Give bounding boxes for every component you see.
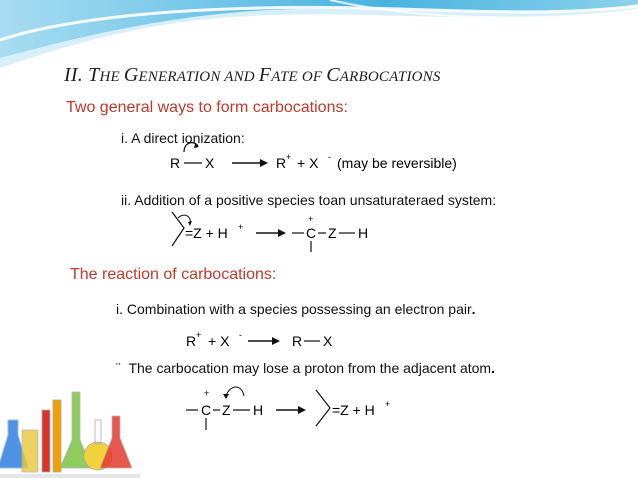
svg-text:+: + xyxy=(286,152,292,162)
svg-text:+ X: + X xyxy=(297,155,319,171)
svg-text:R: R xyxy=(186,333,197,349)
svg-text:H: H xyxy=(358,225,369,241)
heading-reactions: The reaction of carbocations: xyxy=(70,266,277,283)
svg-text:+: + xyxy=(196,330,202,340)
curved-arrow-icon xyxy=(226,387,244,396)
svg-text:C: C xyxy=(306,225,317,241)
equation-elimination xyxy=(186,380,416,436)
svg-text:R: R xyxy=(276,155,287,171)
svg-text:-: - xyxy=(328,152,331,162)
equation-ionization xyxy=(160,134,480,184)
slide-title: II. THE GENERATION AND FATE OF CARBOCATIONS xyxy=(64,64,441,86)
eq1-r: R xyxy=(170,155,181,171)
svg-text:Z: Z xyxy=(222,402,231,418)
svg-text:+ X: + X xyxy=(208,333,230,349)
svg-text:-: - xyxy=(239,330,242,340)
item-direct-ionization: i. A direct ionization: xyxy=(121,130,245,146)
svg-text:Z: Z xyxy=(328,225,337,241)
svg-text:C: C xyxy=(201,402,212,418)
svg-text:R: R xyxy=(292,333,303,349)
item-combination: i. Combination with a species possessing an electron pair. xyxy=(116,301,476,317)
lab-glassware-icon xyxy=(0,380,140,478)
equation-combination xyxy=(186,326,386,356)
alkene-skeleton-icon xyxy=(172,212,184,246)
svg-text:X: X xyxy=(323,333,333,349)
item-proton-loss: ¨ The carbocation may lose a proton from the adjacent atom. xyxy=(116,360,495,376)
item-addition: ii. Addition of a positive species toan unsaturateraed system: xyxy=(121,192,497,208)
svg-text:+: + xyxy=(204,388,210,398)
svg-text:H: H xyxy=(253,402,264,418)
eq1-x: X xyxy=(205,155,215,171)
svg-text:+: + xyxy=(238,222,244,232)
svg-text:=Z + H: =Z + H xyxy=(332,402,375,418)
alkene-skeleton-icon xyxy=(316,390,330,426)
eq1-note: (may be reversible) xyxy=(337,155,457,171)
equation-addition xyxy=(170,208,410,258)
svg-text:=Z + H: =Z + H xyxy=(185,225,228,241)
heading-formation: Two general ways to form carbocations: xyxy=(66,99,348,116)
svg-text:+: + xyxy=(385,399,391,409)
svg-text:+: + xyxy=(308,214,314,224)
